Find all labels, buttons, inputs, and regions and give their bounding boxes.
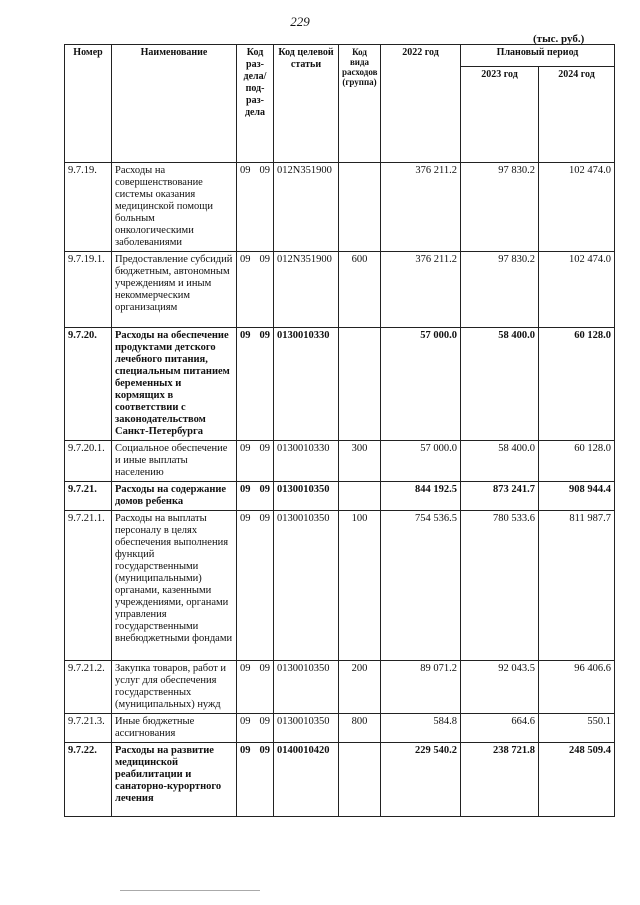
row-value-2023: 97 830.2	[461, 252, 539, 328]
table-body	[65, 163, 615, 817]
table-row	[65, 714, 615, 743]
row-number: 9.7.19.1.	[65, 252, 112, 328]
budget-table	[64, 44, 615, 817]
row-target-code: 0130010350	[274, 511, 339, 661]
row-number: 9.7.21.	[65, 482, 112, 511]
row-value-2023: 238 721.8	[461, 743, 539, 817]
row-expense-type	[339, 482, 381, 511]
row-subsection: 09	[259, 165, 270, 176]
row-subsection: 09	[259, 484, 270, 495]
row-value-2022: 89 071.2	[381, 661, 461, 714]
row-target-code: 0130010330	[274, 441, 339, 482]
row-value-2024: 102 474.0	[539, 163, 615, 252]
row-subsection: 09	[259, 443, 270, 454]
row-value-2023: 664.6	[461, 714, 539, 743]
row-expense-type: 600	[339, 252, 381, 328]
row-section-code	[237, 441, 274, 482]
row-subsection: 09	[259, 330, 270, 341]
row-section: 09	[240, 716, 251, 727]
row-value-2022: 584.8	[381, 714, 461, 743]
row-target-code: 012N351900	[274, 163, 339, 252]
row-value-2024: 102 474.0	[539, 252, 615, 328]
row-section: 09	[240, 165, 251, 176]
row-value-2023: 58 400.0	[461, 328, 539, 441]
row-subsection: 09	[259, 745, 270, 756]
row-expense-type: 300	[339, 441, 381, 482]
row-section: 09	[240, 254, 251, 265]
row-number: 9.7.21.1.	[65, 511, 112, 661]
row-value-2023: 780 533.6	[461, 511, 539, 661]
units-label: (тыс. руб.)	[533, 33, 585, 45]
table-row	[65, 661, 615, 714]
header-target: Код целевой статьи	[274, 45, 339, 163]
header-section: Код раз-дела/ под-раз-дела	[237, 45, 274, 163]
row-value-2024: 60 128.0	[539, 328, 615, 441]
row-section: 09	[240, 330, 251, 341]
row-section-code	[237, 163, 274, 252]
row-name: Социальное обеспечение и иные выплаты населению	[112, 441, 237, 482]
header-number: Номер	[65, 45, 112, 163]
row-number: 9.7.22.	[65, 743, 112, 817]
row-value-2023: 873 241.7	[461, 482, 539, 511]
row-expense-type: 200	[339, 661, 381, 714]
header-2022: 2022 год	[381, 45, 461, 163]
row-name: Предоставление субсидий бюджетным, автономным учреждениям и иным некоммерческим организациям	[112, 252, 237, 328]
row-expense-type: 100	[339, 511, 381, 661]
row-section: 09	[240, 745, 251, 756]
row-expense-type: 800	[339, 714, 381, 743]
row-target-code: 0130010350	[274, 714, 339, 743]
row-value-2022: 57 000.0	[381, 328, 461, 441]
table-row	[65, 163, 615, 252]
page-number: 229	[290, 14, 310, 29]
row-subsection: 09	[259, 254, 270, 265]
row-value-2022: 376 211.2	[381, 163, 461, 252]
table-row	[65, 482, 615, 511]
row-number: 9.7.21.2.	[65, 661, 112, 714]
table-row	[65, 511, 615, 661]
row-value-2023: 92 043.5	[461, 661, 539, 714]
row-section-code	[237, 511, 274, 661]
row-value-2023: 97 830.2	[461, 163, 539, 252]
row-name: Расходы на обеспечение продуктами детского лечебного питания, специальным питанием беременных и кормящих в соответствии с законодательством Санкт-Петербурга	[112, 328, 237, 441]
row-section: 09	[240, 484, 251, 495]
table-row	[65, 328, 615, 441]
row-section: 09	[240, 443, 251, 454]
row-value-2022: 844 192.5	[381, 482, 461, 511]
row-value-2024: 811 987.7	[539, 511, 615, 661]
row-name: Расходы на совершенствование системы оказания медицинской помощи больным онкологическими заболеваниями	[112, 163, 237, 252]
table-row	[65, 252, 615, 328]
row-name: Закупка товаров, работ и услуг для обеспечения государственных (муниципальных) нужд	[112, 661, 237, 714]
table-row	[65, 743, 615, 817]
row-section-code	[237, 743, 274, 817]
row-number: 9.7.19.	[65, 163, 112, 252]
row-name: Иные бюджетные ассигнования	[112, 714, 237, 743]
row-subsection: 09	[259, 513, 270, 524]
row-value-2024: 908 944.4	[539, 482, 615, 511]
row-section-code	[237, 252, 274, 328]
row-value-2024: 96 406.6	[539, 661, 615, 714]
row-expense-type	[339, 743, 381, 817]
row-expense-type	[339, 328, 381, 441]
row-target-code: 0130010330	[274, 328, 339, 441]
header-2023: 2023 год	[461, 67, 539, 163]
row-value-2022: 57 000.0	[381, 441, 461, 482]
header-name: Наименование	[112, 45, 237, 163]
row-name: Расходы на выплаты персоналу в целях обеспечения выполнения функций государственными (муниципальными) органами, казенными учреждениями, органами управления государственными внебюджетными фондами	[112, 511, 237, 661]
row-target-code: 0130010350	[274, 661, 339, 714]
row-subsection: 09	[259, 716, 270, 727]
row-section-code	[237, 714, 274, 743]
header-2024: 2024 год	[539, 67, 615, 163]
header-planned-period: Плановый период	[461, 45, 615, 67]
row-target-code: 0130010350	[274, 482, 339, 511]
row-section: 09	[240, 513, 251, 524]
row-value-2022: 229 540.2	[381, 743, 461, 817]
row-name: Расходы на содержание домов ребенка	[112, 482, 237, 511]
row-section-code	[237, 661, 274, 714]
row-section-code	[237, 328, 274, 441]
row-subsection: 09	[259, 663, 270, 674]
row-expense-type	[339, 163, 381, 252]
row-value-2022: 376 211.2	[381, 252, 461, 328]
row-target-code: 0140010420	[274, 743, 339, 817]
row-value-2022: 754 536.5	[381, 511, 461, 661]
footer-rule	[120, 890, 260, 891]
row-value-2024: 550.1	[539, 714, 615, 743]
row-value-2023: 58 400.0	[461, 441, 539, 482]
row-target-code: 012N351900	[274, 252, 339, 328]
row-number: 9.7.21.3.	[65, 714, 112, 743]
row-number: 9.7.20.	[65, 328, 112, 441]
header-expense-type: Код вида расходов (группа)	[339, 45, 381, 163]
row-section: 09	[240, 663, 251, 674]
row-value-2024: 248 509.4	[539, 743, 615, 817]
table-row	[65, 441, 615, 482]
row-number: 9.7.20.1.	[65, 441, 112, 482]
row-value-2024: 60 128.0	[539, 441, 615, 482]
row-section-code	[237, 482, 274, 511]
row-name: Расходы на развитие медицинской реабилитации и санаторно-курортного лечения	[112, 743, 237, 817]
